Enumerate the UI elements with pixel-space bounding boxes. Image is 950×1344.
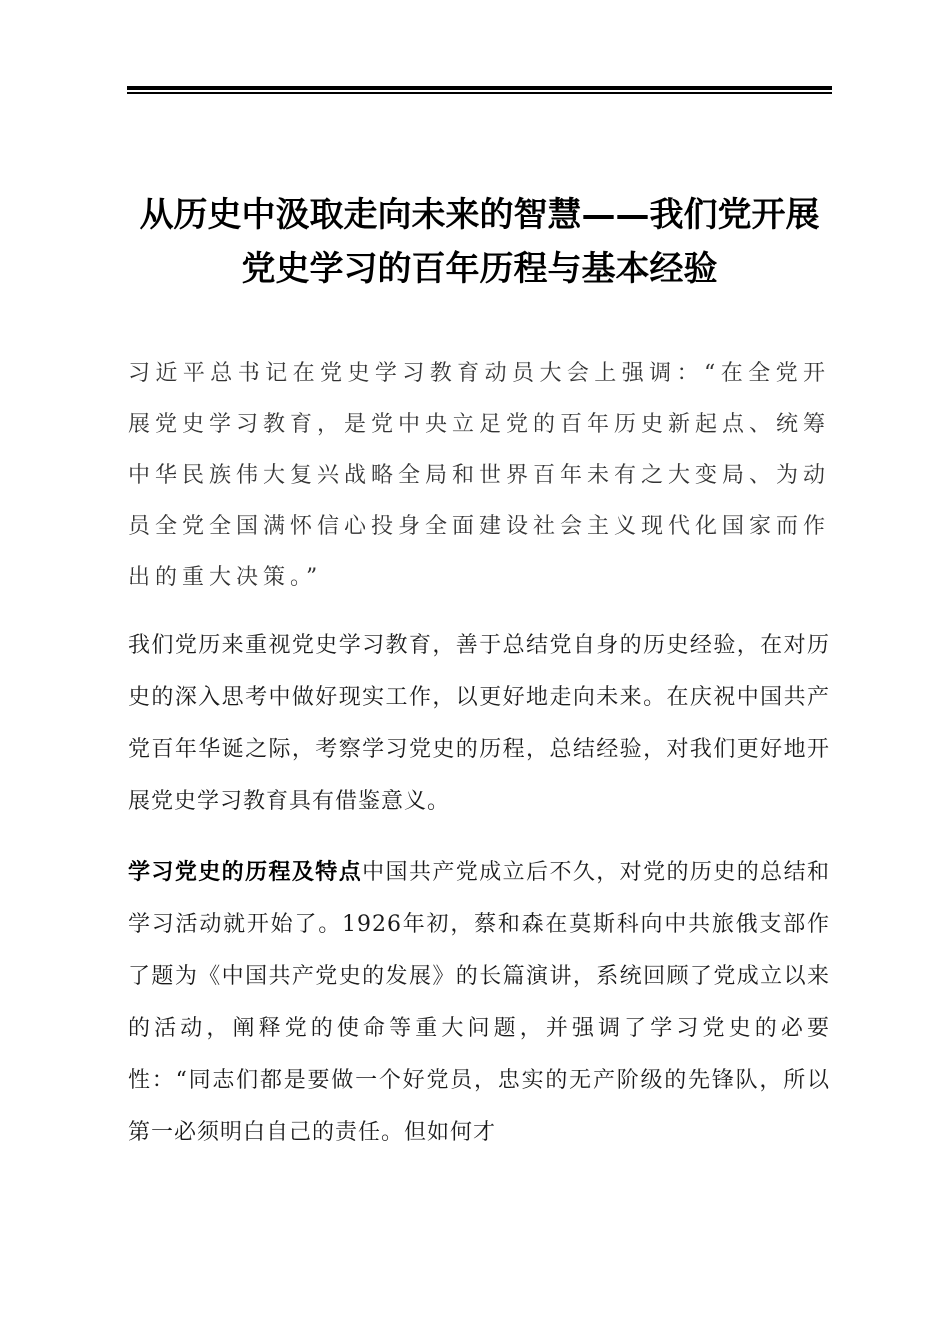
paragraph-1: 习近平总书记在党史学习教育动员大会上强调：“在全党开展党史学习教育，是党中央立足党的百年历史新起点、统筹中华民族伟大复兴战略全局和世界百年未有之大变局、为动员全党全国满怀信心投身全面建设社会主义现代化国家而作出的重大决策。” [128,361,831,590]
document-title: 从历史中汲取走向未来的智慧——我们党开展党史学习的百年历程与基本经验 [139,195,820,289]
paragraph-2: 我们党历来重视党史学习教育，善于总结党自身的历史经验，在对历史的深入思考中做好现实工作，以更好地走向未来。在庆祝中国共产党百年华诞之际，考察学习党史的历程，总结经验，对我们更好地开展党史学习教育具有借鉴意义。 [128,633,830,814]
paragraph-3 [128,846,830,1159]
header-rule-thin [127,92,832,94]
paragraph-3-text: 中国共产党成立后不久，对党的历史的总结和学习活动就开始了。1926年初，蔡和森在莫斯科向中共旅俄支部作了题为《中国共产党史的发展》的长篇演讲，系统回顾了党成立以来的活动，阐释党的使命等重大问题，并强调了学习党史的必要性：“同志们都是要做一个好党员，忠实的无产阶级的先锋队，所以第一必须明白自己的责任。但如何才 [128,860,830,1145]
header-rule-thick [127,86,832,90]
section-heading: 学习党史的历程及特点 [128,859,363,885]
header-double-rule [127,86,832,95]
